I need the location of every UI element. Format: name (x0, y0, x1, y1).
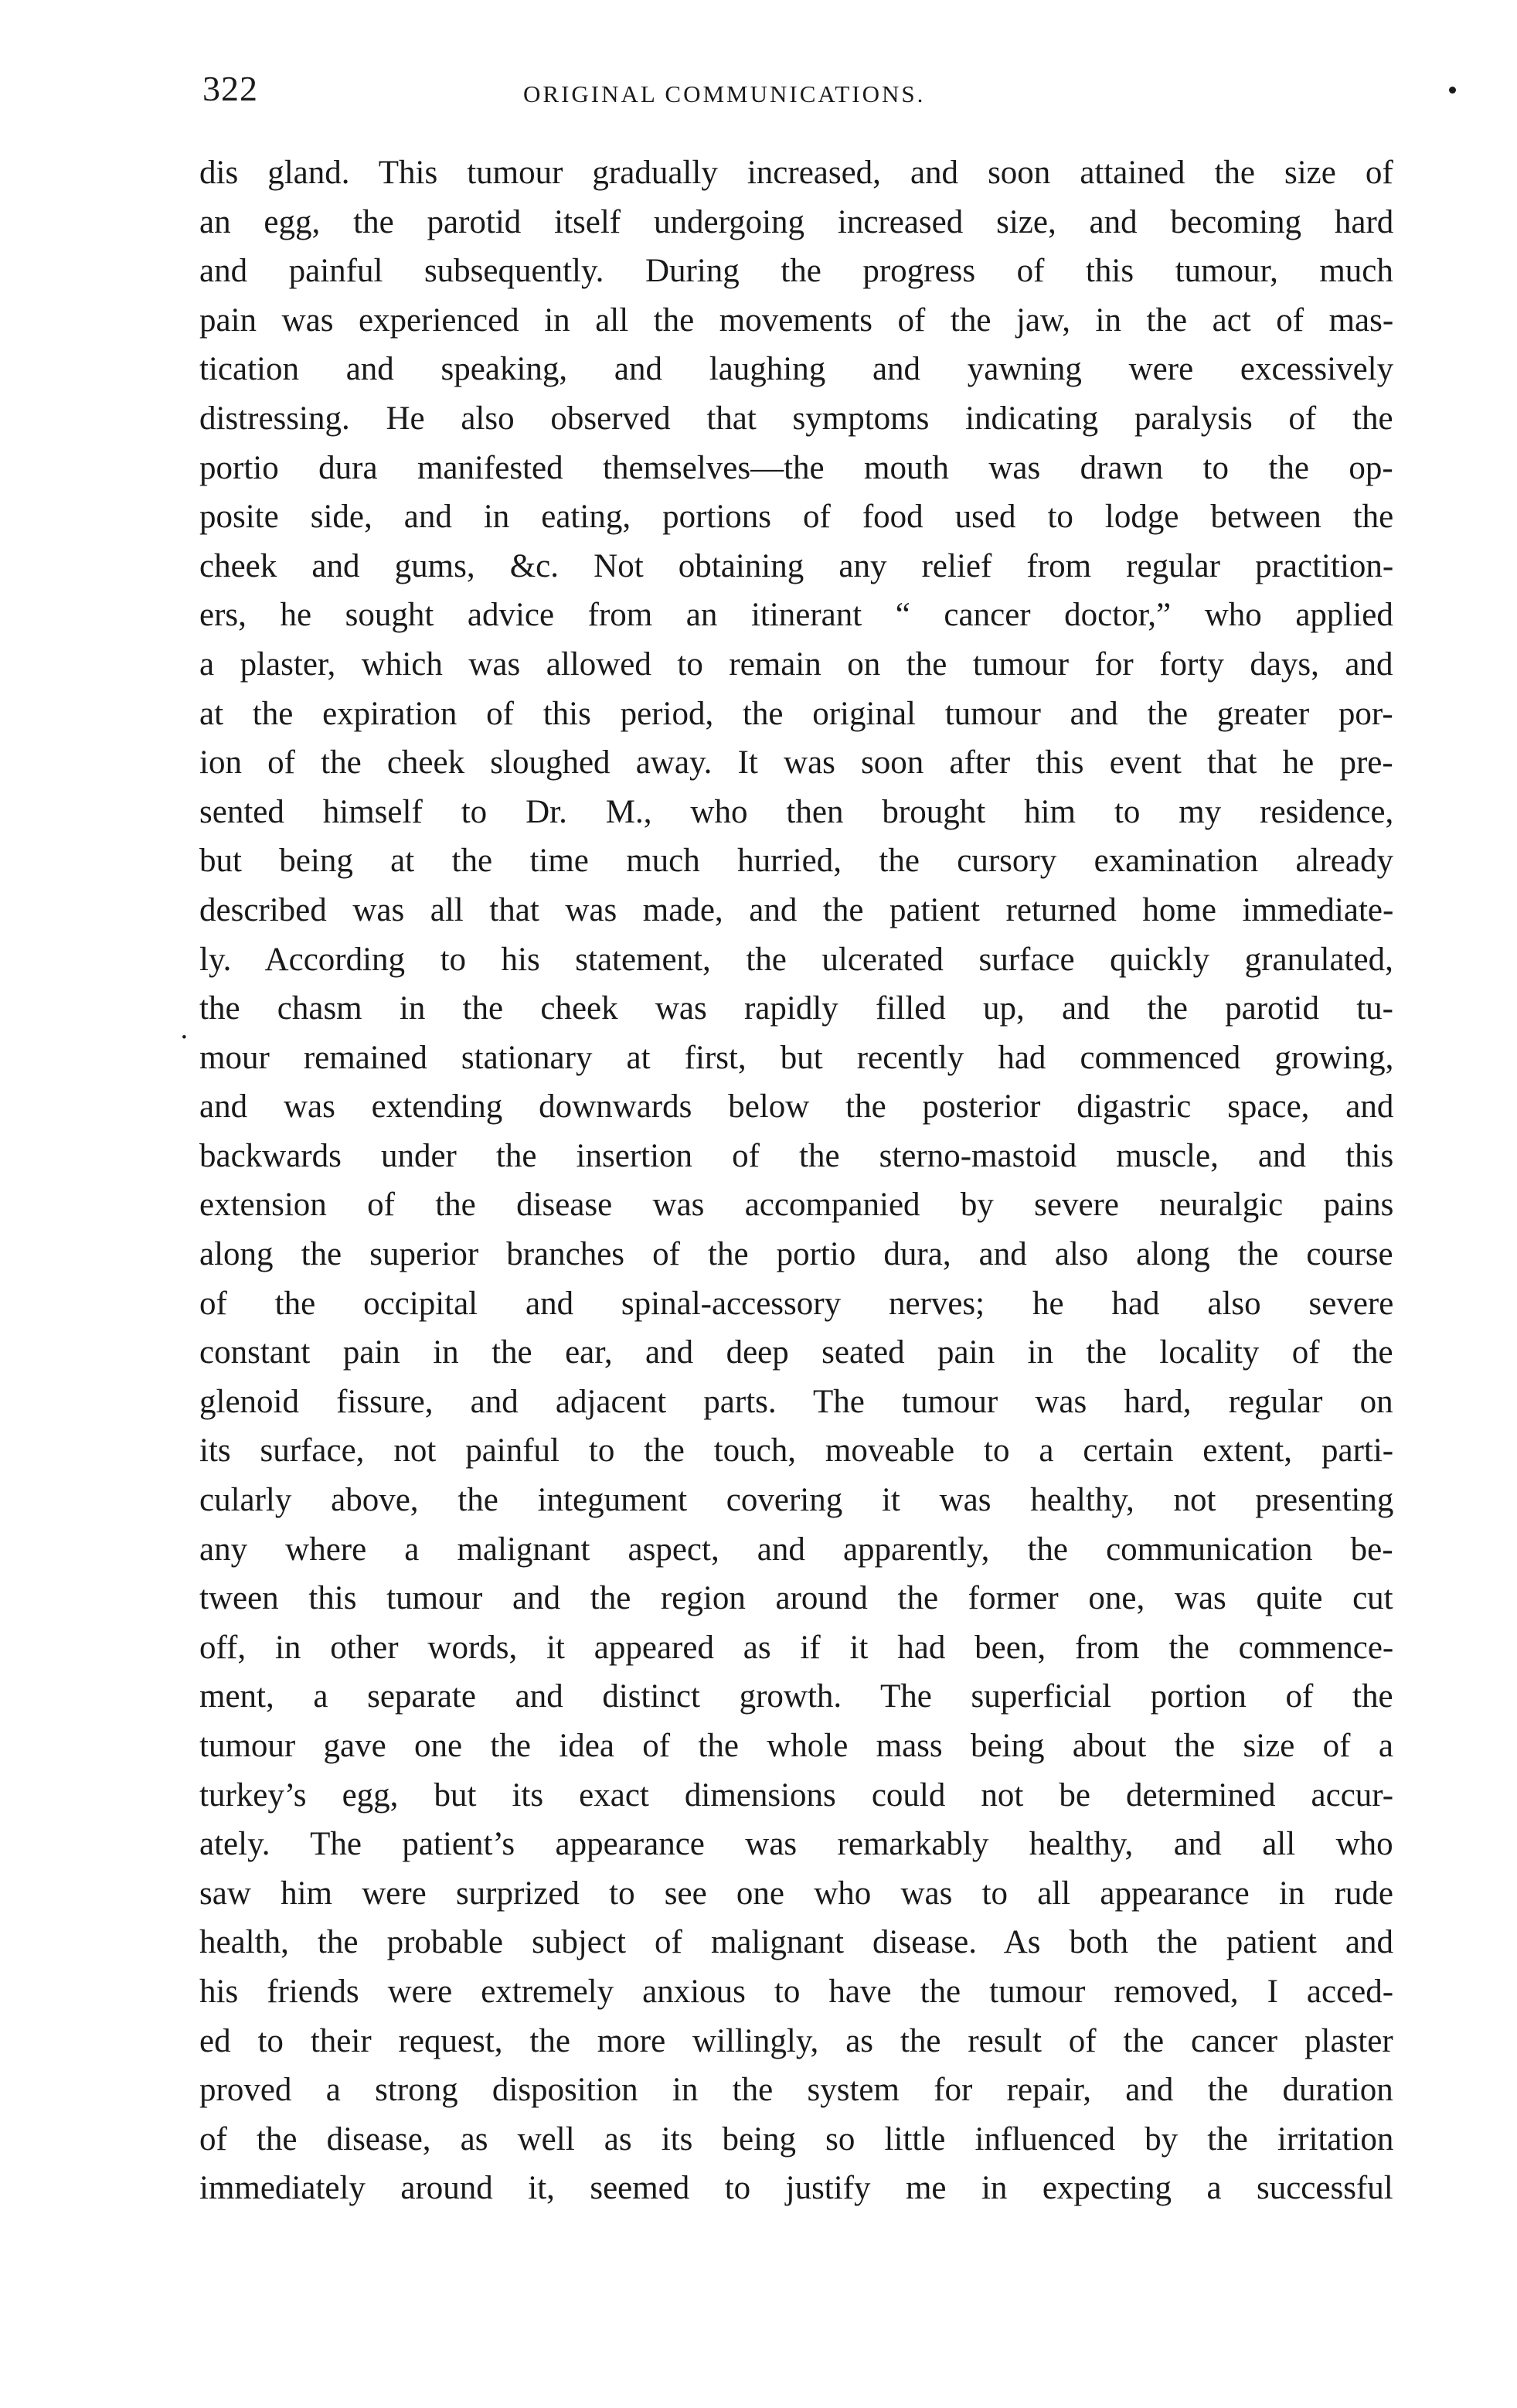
text-line-content: ers, he sought advice from an itinerant “ cancer doctor,” who applied (199, 597, 1393, 634)
text-line (199, 1967, 1393, 2017)
text-line (199, 591, 1393, 640)
text-line-content: tween this tumour and the region around the former one, was quite cut (199, 1580, 1393, 1617)
text-line-content: health, the probable subject of malignant disease. As both the patient and (199, 1924, 1393, 1961)
text-line-content: turkey’s egg, but its exact dimensions could not be determined accur- (199, 1776, 1393, 1814)
text-line (199, 738, 1393, 788)
text-line-content: his friends were extremely anxious to have the tumour removed, I acced- (199, 1973, 1393, 2010)
text-line-content: along the superior branches of the portio dura, and also along the course (199, 1236, 1393, 1273)
text-line (199, 1476, 1393, 1525)
ink-dot (1449, 87, 1456, 94)
text-line (199, 1722, 1393, 1771)
text-line-content: and painful subsequently. During the progress of this tumour, much (199, 253, 1393, 290)
text-line (199, 1623, 1393, 1673)
text-line-content: pain was experienced in all the movements of the jaw, in the act of mas- (199, 301, 1393, 339)
text-line (199, 1279, 1393, 1329)
body-text (199, 148, 1393, 2213)
text-line (199, 296, 1393, 346)
text-line (199, 984, 1393, 1034)
text-line-content: ment, a separate and distinct growth. The superficial portion of the (199, 1678, 1393, 1715)
text-line (199, 2164, 1393, 2213)
text-line-content: and was extending downwards below the posterior digastric space, and (199, 1088, 1393, 1126)
text-line (199, 345, 1393, 394)
text-line-content: proved a strong disposition in the system for repair, and the duration (199, 2072, 1393, 2109)
text-line (199, 886, 1393, 935)
text-line (199, 1525, 1393, 1575)
text-line (199, 148, 1393, 198)
text-line-content: its surface, not painful to the touch, moveable to a certain extent, parti- (199, 1432, 1393, 1470)
text-line (199, 2017, 1393, 2066)
text-line (199, 1426, 1393, 1476)
text-line (199, 2066, 1393, 2115)
text-line-content: but being at the time much hurried, the cursory examination already (199, 843, 1393, 880)
text-line (199, 1820, 1393, 1869)
text-line (199, 1082, 1393, 1132)
text-line (199, 788, 1393, 837)
text-line (199, 640, 1393, 690)
text-line (199, 836, 1393, 886)
text-line (199, 542, 1393, 591)
text-line-content: cularly above, the integument covering it was healthy, not presenting (199, 1482, 1393, 1519)
text-line-content: distressing. He also observed that symptoms indicating paralysis of the (199, 400, 1393, 437)
text-line-content: saw him were surprized to see one who was to all appearance in rude (199, 1875, 1393, 1912)
text-line (199, 247, 1393, 296)
text-line (199, 394, 1393, 444)
text-line-content: an egg, the parotid itself undergoing increased size, and becoming hard (199, 203, 1393, 240)
text-line-content: ed to their request, the more willingly, as the result of the cancer plaster (199, 2022, 1393, 2059)
text-line-content: any where a malignant aspect, and apparently, the communication be- (199, 1531, 1393, 1568)
text-line-content: constant pain in the ear, and deep seated pain in the locality of the (199, 1334, 1393, 1371)
text-line (199, 935, 1393, 985)
text-line-content: ly. According to his statement, the ulcerated surface quickly granulated, (199, 941, 1393, 978)
margin-mark: · (179, 1021, 189, 1054)
text-line (199, 1918, 1393, 1967)
text-line (199, 1328, 1393, 1378)
text-line (199, 1230, 1393, 1279)
text-line (199, 1869, 1393, 1919)
text-line (199, 1771, 1393, 1820)
text-line-content: described was all that was made, and the patient returned home immediate- (199, 891, 1393, 928)
text-line (199, 2115, 1393, 2164)
text-line-content: tumour gave one the idea of the whole mass being about the size of a (199, 1728, 1393, 1764)
running-head: ORIGINAL COMMUNICATIONS. (523, 80, 926, 107)
text-line (199, 690, 1393, 739)
text-line (199, 198, 1393, 247)
text-line-content: cheek and gums, &c. Not obtaining any relief from regular practition- (199, 547, 1393, 584)
text-line (199, 1672, 1393, 1722)
text-line-content: tication and speaking, and laughing and yawning were excessively (199, 351, 1393, 388)
text-line (199, 1574, 1393, 1623)
text-line (199, 1180, 1393, 1230)
text-line-content: mour remained stationary at first, but recently had commenced growing, (199, 1039, 1393, 1076)
text-line-content: glenoid fissure, and adjacent parts. The tumour was hard, regular on (199, 1383, 1393, 1420)
text-line-content: backwards under the insertion of the sterno-mastoid muscle, and this (199, 1137, 1393, 1174)
text-line-content: ion of the cheek sloughed away. It was soon after this event that he pre- (199, 744, 1393, 782)
text-line (199, 1378, 1393, 1427)
text-line-content: a plaster, which was allowed to remain on the tumour for forty days, and (199, 645, 1393, 683)
text-line-content: posite side, and in eating, portions of food used to lodge between the (199, 499, 1393, 536)
text-line-content: portio dura manifested themselves—the mouth was drawn to the op- (199, 449, 1393, 486)
text-line-content: extension of the disease was accompanied by severe neuralgic pains (199, 1187, 1393, 1224)
text-line (199, 1132, 1393, 1181)
text-line-content: sented himself to Dr. M., who then brought him to my residence, (199, 793, 1393, 830)
text-line (199, 444, 1393, 493)
text-line-content: the chasm in the cheek was rapidly filled up, and the parotid tu- (199, 990, 1393, 1027)
text-line (199, 1034, 1393, 1083)
page-number: 322 (202, 69, 258, 108)
text-line-content: of the disease, as well as its being so little influenced by the irritation (199, 2120, 1393, 2158)
text-line-content: at the expiration of this period, the original tumour and the greater por- (199, 695, 1393, 732)
text-line-content: off, in other words, it appeared as if it had been, from the commence- (199, 1629, 1393, 1666)
text-line (199, 492, 1393, 542)
text-line-content: dis gland. This tumour gradually increased, and soon attained the size of (199, 155, 1393, 191)
text-line-content: immediately around it, seemed to justify me in expecting a successful (199, 2170, 1393, 2207)
text-line-content: of the occipital and spinal-accessory nerves; he had also severe (199, 1285, 1393, 1322)
page-header (202, 68, 1393, 122)
text-line-content: ately. The patient’s appearance was remarkably healthy, and all who (199, 1826, 1393, 1863)
